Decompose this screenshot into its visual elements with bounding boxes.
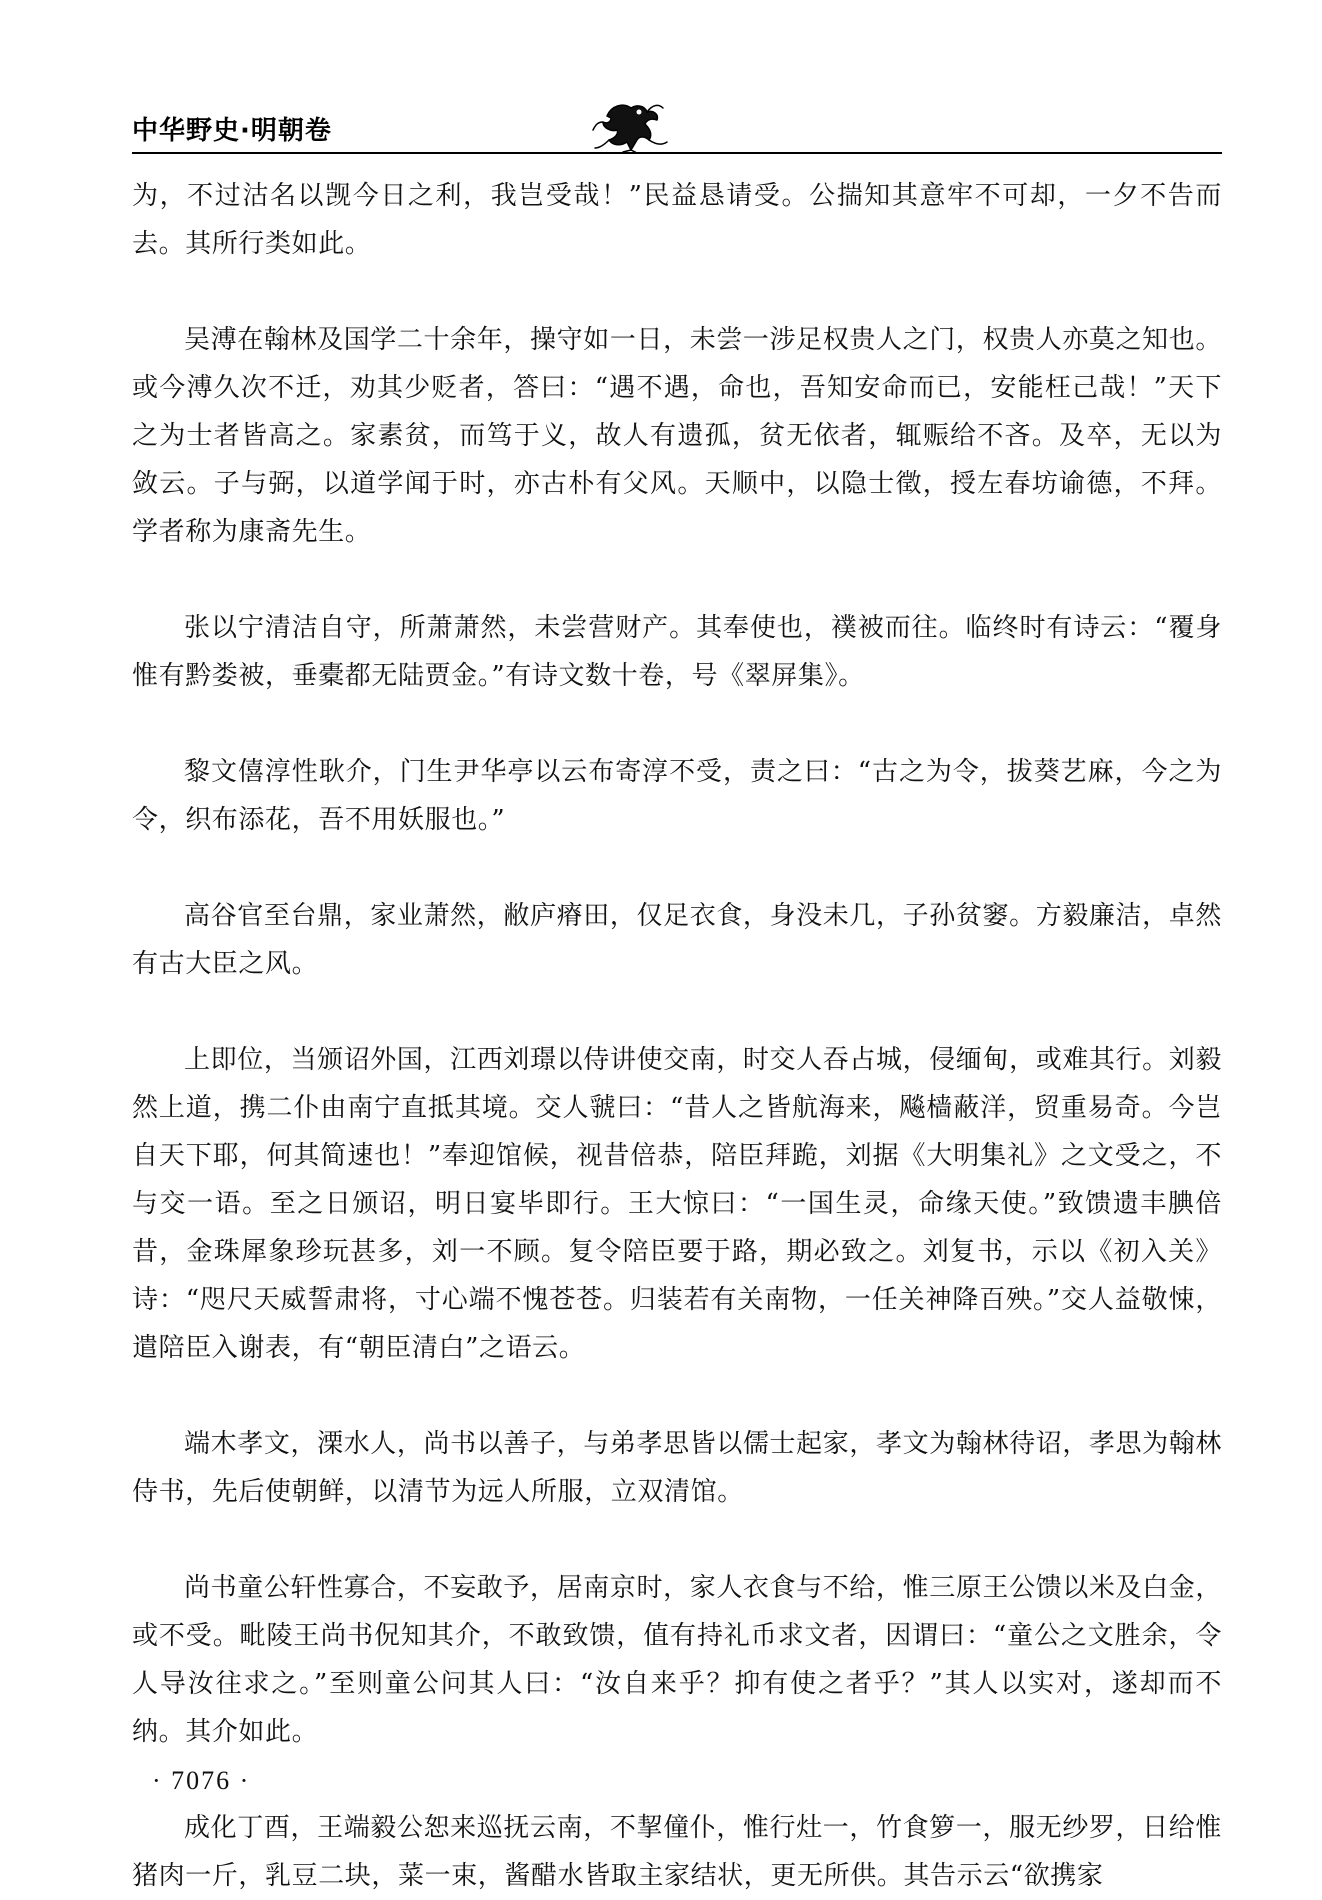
paragraph-zhang-yining: 张以宁清洁自守，所萧萧然，未尝营财产。其奉使也，襆被而往。临终时有诗云：“覆身惟有黔娄被，垂橐都无陆贾金。”有诗文数十卷，号《翠屏集》。	[132, 613, 1222, 691]
page-number: · 7076 ·	[152, 1766, 251, 1795]
paragraph-wang-shu: 成化丁酉，王端毅公恕来巡抚云南，不挈僮仆，惟行灶一，竹食箩一，服无纱罗，日给惟猪肉一斤，乳豆二块，菜一束，酱醋水皆取主家结状，更无所供。其告示云“欲携家	[132, 1813, 1222, 1891]
running-header	[132, 98, 1222, 158]
paragraph-duanmu-xiaowen: 端木孝文，溧水人，尚书以善子，与弟孝思皆以儒士起家，孝文为翰林待诏，孝思为翰林侍书，先后使朝鲜，以清节为远人所服，立双清馆。	[132, 1429, 1222, 1507]
paragraph-gao-gu: 高谷官至台鼎，家业萧然，敝庐瘠田，仅足衣食，身没未几，子孙贫窭。方毅廉洁，卓然有古大臣之风。	[132, 901, 1222, 979]
paragraph-li-wenxi: 黎文僖淳性耿介，门生尹华亭以云布寄淳不受，责之曰：“古之为令，拔葵艺麻，今之为令，织布添花，吾不用妖服也。”	[132, 757, 1222, 835]
text-body	[132, 172, 1222, 1900]
header-rule	[132, 152, 1222, 154]
paragraph-liu-jing: 上即位，当颁诏外国，江西刘璟以侍讲使交南，时交人吞占城，侵缅甸，或难其行。刘毅然上道，携二仆由南宁直抵其境。交人虢曰：“昔人之皆航海来，飚樯蔽洋，贸重易奇。今岂自天下耶，何其简速也！”奉迎馆候，视昔倍恭，陪臣拜跪，刘据《大明集礼》之文受之，不与交一语。至之日颁诏，明日宴毕即行。王大惊曰：“一国生灵，命缘天使。”致馈遗丰腆倍昔，金珠犀象珍玩甚多，刘一不顾。复令陪臣要于路，期必致之。刘复书，示以《初入关》诗：“咫尺天威誓肃将，寸心端不愧苍苍。归装若有关南物，一任关神降百殃。”交人益敬悚，遣陪臣入谢表，有“朝臣清白”之语云。	[132, 1045, 1222, 1363]
paragraph-continued: 为，不过沽名以觊今日之利，我岂受哉！”民益恳请受。公揣知其意牢不可却，一夕不告而去。其所行类如此。	[132, 181, 1222, 259]
header-title: 中华野史·明朝卷	[132, 116, 332, 146]
paragraph-tong-xuan: 尚书童公轩性寡合，不妄敢予，居南京时，家人衣食与不给，惟三原王公馈以米及白金，或不受。毗陵王尚书㑆知其介，不敢致馈，值有持礼币求文者，因谓曰：“童公之文胜余，令人导汝往求之。”至则童公问其人曰：“汝自来乎？抑有使之者乎？”其人以实对，遂却而不纳。其介如此。	[132, 1573, 1222, 1747]
paragraph-wu-pu: 吴溥在翰林及国学二十余年，操守如一日，未尝一涉足权贵人之门，权贵人亦莫之知也。或今溥久次不迁，劝其少贬者，答曰：“遇不遇，命也，吾知安命而已，安能枉己哉！”天下之为士者皆高之。家素贫，而笃于义，故人有遗孤，贫无依者，辄赈给不吝。及卒，无以为敛云。子与弼，以道学闻于时，亦古朴有父风。天顺中，以隐士徵，授左春坊谕德，不拜。学者称为康斋先生。	[132, 325, 1222, 547]
dragon-emblem-icon	[587, 96, 677, 156]
